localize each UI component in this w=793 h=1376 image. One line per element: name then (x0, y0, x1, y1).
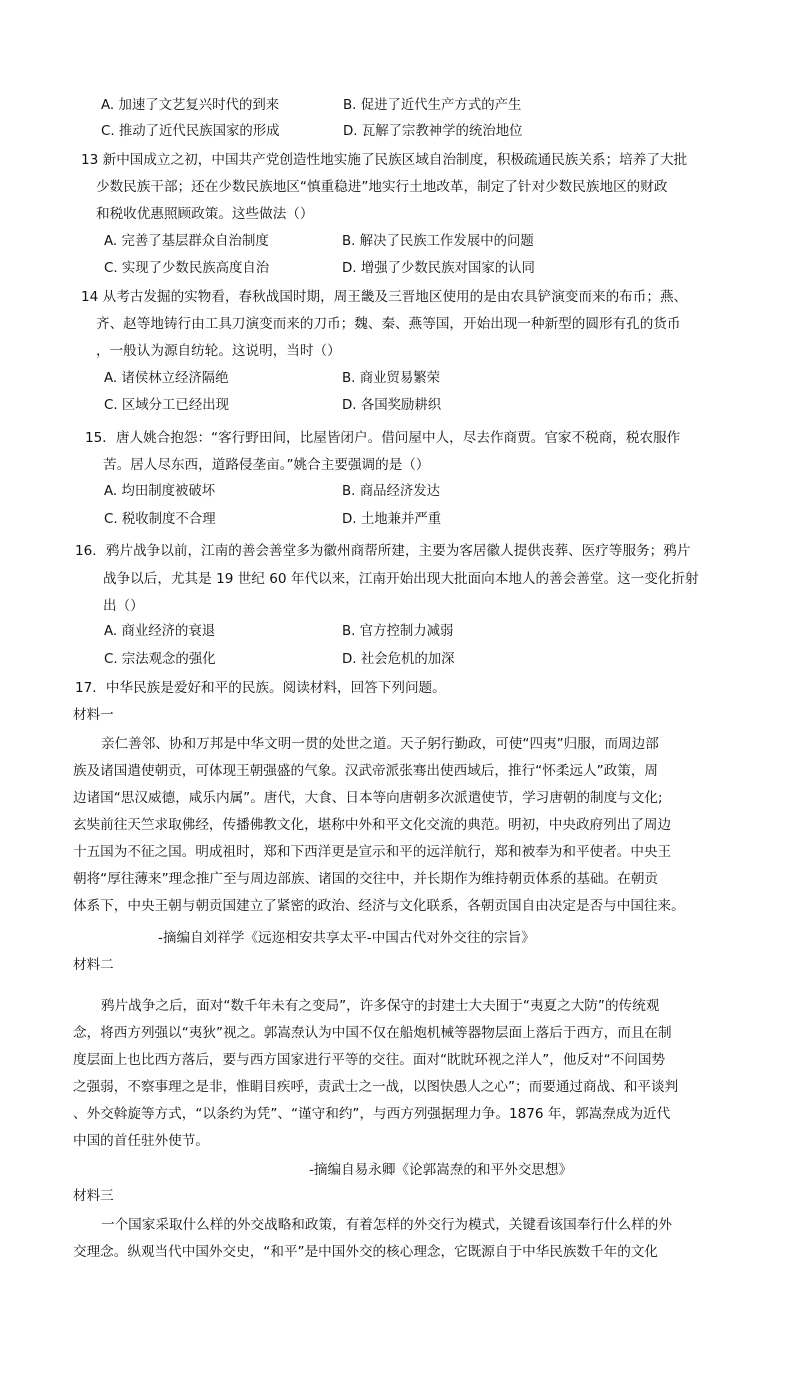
q15-stem-line-1: 15．唐人姚合抱怨：“客行野田间，比屋皆闭户。借问屋中人，尽去作商贾。官家不税商，税农服作 (85, 430, 681, 446)
q12-option-c: C. 推动了近代民族国家的形成 (101, 124, 280, 139)
material-2-citation: -摘编自易永卿《论郭嵩焘的和平外交思想》 (309, 1162, 573, 1178)
q15-stem-line-2: 苦。居人尽东西，道路侵垄亩。”姚合主要强调的是（） (103, 457, 430, 473)
q16-option-c: C. 宗法观念的强化 (104, 652, 216, 667)
q12-option-a: A. 加速了文艺复兴时代的到来 (101, 98, 280, 113)
q14-option-d: D. 各国奖励耕织 (342, 398, 442, 413)
q13-option-b: B. 解决了民族工作发展中的问题 (342, 234, 534, 249)
q16-stem-line-1: 16．鸦片战争以前，江南的善会善堂多为徽州商帮所建，主要为客居徽人提供丧葬、医疗等服务；鸦片 (75, 543, 691, 559)
q13-stem-line-1: 13 新中国成立之初，中国共产党创造性地实施了民族区域自治制度，积极疏通民族关系；培养了大批 (81, 152, 688, 168)
material-2-line: 度层面上也比西方落后，要与西方国家进行平等的交往。面对“眈眈环视之洋人”，他反对“不问国势 (73, 1052, 666, 1068)
q15-option-a: A. 均田制度被破坏 (104, 484, 216, 499)
q17-stem: 17．中华民族是爱好和平的民族。阅读材料，回答下列问题。 (75, 680, 446, 696)
material-1-line: 亲仁善邻、协和万邦是中华文明一贯的处世之道。天子躬行勤政，可使“四夷”归服，而周边部 (101, 736, 659, 752)
material-3-title: 材料三 (73, 1188, 114, 1204)
material-2-line: 、外交斡旋等方式，“以条约为凭”、“谨守和约”，与西方列强据理力争。1876 年，郭嵩焘成为近代 (73, 1106, 671, 1122)
q14-option-c: C. 区域分工已经出现 (104, 398, 229, 413)
q13-option-c: C. 实现了少数民族高度自治 (104, 261, 270, 276)
q15-option-d: D. 土地兼并严重 (342, 512, 442, 527)
q15-option-c: C. 税收制度不合理 (104, 512, 216, 527)
q14-option-a: A. 诸侯林立经济隔绝 (104, 371, 229, 386)
q16-option-b: B. 官方控制力减弱 (342, 624, 454, 639)
q16-option-a: A. 商业经济的衰退 (104, 624, 216, 639)
q15-option-b: B. 商品经济发达 (342, 484, 441, 499)
q16-stem-line-3: 出（） (103, 598, 144, 614)
material-1-line: 体系下，中央王朝与朝贡国建立了紧密的政治、经济与文化联系，各朝贡国自由决定是否与中国往来。 (73, 898, 685, 914)
material-2-line: 鸦片战争之后，面对“数千年未有之变局”，许多保守的封建士大夫囿于“夷夏之大防”的传统观 (101, 998, 660, 1014)
material-1-citation: -摘编自刘祥学《远迩相安共享太平-中国古代对外交往的宗旨》 (158, 930, 535, 946)
q14-stem-line-3: ，一般认为源自纺轮。这说明，当时（） (96, 343, 341, 359)
q13-stem-line-2: 少数民族干部；还在少数民族地区“慎重稳进”地实行土地改革，制定了针对少数民族地区的财政 (96, 179, 668, 195)
q12-option-b: B. 促进了近代生产方式的产生 (343, 98, 522, 113)
q16-option-d: D. 社会危机的加深 (342, 652, 455, 667)
q16-stem-line-2: 战争以后，尤其是 19 世纪 60 年代以来，江南开始出现大批面向本地人的善会善堂。这一变化折射 (103, 571, 699, 587)
material-2-title: 材料二 (73, 957, 114, 973)
material-1-line: 朝将“厚往薄来”理念推广至与周边部族、诸国的交往中，并长期作为维持朝贡体系的基础。在朝贡 (73, 871, 659, 887)
material-1-title: 材料一 (73, 707, 114, 723)
material-1-line: 族及诸国遣使朝贡，可体现王朝强盛的气象。汉武帝派张骞出使西域后，推行“怀柔远人”政策，周 (73, 763, 659, 779)
q14-stem-line-2: 齐、赵等地铸行由工具刀演变而来的刀币；魏、秦、燕等国，开始出现一种新型的圆形有孔的货币 (96, 316, 681, 332)
q14-option-b: B. 商业贸易繁荣 (342, 371, 441, 386)
material-1-line: 十五国为不征之国。明成祖时，郑和下西洋更是宣示和平的远洋航行，郑和被奉为和平使者。中央王 (73, 844, 672, 860)
material-1-line: 玄奘前往天竺求取佛经，传播佛教文化，堪称中外和平文化交流的典范。明初，中央政府列出了周边 (73, 817, 672, 833)
q13-option-a: A. 完善了基层群众自治制度 (104, 234, 269, 249)
material-2-line: 念，将西方列强以“夷狄”视之。郭嵩焘认为中国不仅在船炮机械等器物层面上落后于西方，而且在制 (73, 1025, 672, 1041)
material-2-line: 之强弱，不察事理之是非，惟睊目疾呼，责武士之一战，以图快愚人之心”；而要通过商战、和平谈判 (73, 1079, 679, 1095)
q14-stem-line-1: 14 从考古发掘的实物看，春秋战国时期，周王畿及三晋地区使用的是由农具铲演变而来的布币；燕、 (81, 289, 688, 305)
material-3-line: 一个国家采取什么样的外交战略和政策，有着怎样的外交行为模式，关键看该国奉行什么样的外 (101, 1217, 672, 1233)
q13-stem-line-3: 和税收优惠照顾政策。这些做法（） (96, 206, 314, 222)
material-2-line: 中国的首任驻外使节。 (73, 1133, 209, 1149)
material-3-line: 交理念。纵观当代中国外交史，“和平”是中国外交的核心理念，它既源自于中华民族数千年的文化 (73, 1244, 659, 1260)
q12-option-d: D. 瓦解了宗教神学的统治地位 (343, 124, 523, 139)
q13-option-d: D. 增强了少数民族对国家的认同 (342, 261, 535, 276)
material-1-line: 边诸国“思汉威德，咸乐内属”。唐代，大食、日本等向唐朝多次派遣使节，学习唐朝的制度与文化; (73, 790, 663, 806)
